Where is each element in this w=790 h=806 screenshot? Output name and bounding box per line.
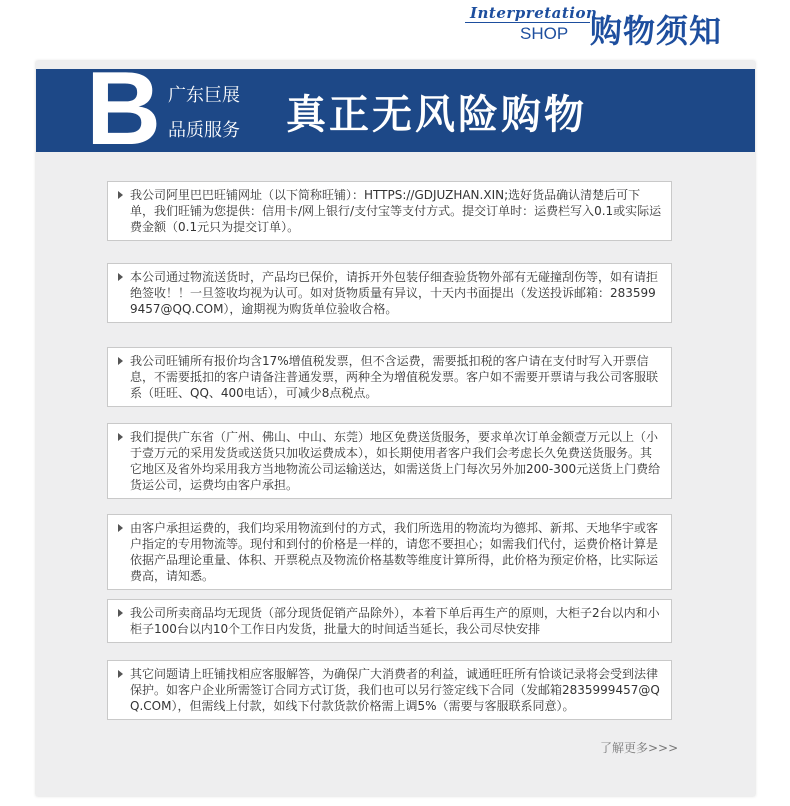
triangle-right-icon <box>118 191 123 199</box>
notice-item <box>107 181 672 241</box>
triangle-right-icon <box>118 273 123 281</box>
notice-text: 我公司所卖商品均无现货（部分现货促销产品除外），本着下单后再生产的原则，大柜子2台以内和小柜子100台以内10个工作日内发货，批量大的时间适当延长，我公司尽快安排 <box>130 606 660 636</box>
header-shop: SHOP <box>520 24 569 43</box>
notice-text: 本公司通过物流送货时，产品均已保价，请拆开外包装仔细查验货物外部有无碰撞刮伤等，如有请拒绝签收！！一旦签收均视为认可。如对货物质量有异议，十天内书面提出（发送投诉邮箱：2835999457@QQ.COM），逾期视为购货单位验收合格。 <box>130 270 659 316</box>
banner-letter-logo: B <box>86 51 162 167</box>
notice-text: 我公司阿里巴巴旺铺网址（以下简称旺铺）：HTTPS://GDJUZHAN.XIN;选好货品确认清楚后可下单，我们旺铺为您提供：信用卡/网上银行/支付宝等支付方式。提交订单时：运费栏写入0.1或实际运费金额（0.1元只为提交订单）。 <box>130 188 662 234</box>
banner <box>36 51 755 167</box>
triangle-right-icon <box>118 357 123 365</box>
triangle-right-icon <box>118 524 123 532</box>
header-interpretation: Interpretation <box>470 4 598 22</box>
banner-service: 品质服务 <box>168 120 240 141</box>
notice-item <box>107 514 672 590</box>
notice-item <box>107 347 672 407</box>
triangle-right-icon <box>118 433 123 441</box>
learn-more-link[interactable]: 了解更多>>> <box>600 741 679 755</box>
notice-text: 由客户承担运费的，我们均采用物流到付的方式，我们所选用的物流均为德邦、新邦、天地华宇或客户指定的专用物流等。现付和到付的价格是一样的，请您不要担心；如需我们代付，运费价格计算是依据产品理论重量、体积、开票税点及物流价格基数等维度计算所得，此价格为预定价格，比实际运费高，请知悉。 <box>130 521 659 583</box>
page-header <box>0 0 790 58</box>
triangle-right-icon <box>118 670 123 678</box>
notice-text: 我们提供广东省（广州、佛山、中山、东莞）地区免费送货服务，要求单次订单金额壹万元以上（小于壹万元的采用发货或送货只加收运费成本），如长期使用者客户我们会考虑长久免费送货服务。其它地区及省外均采用我方当地物流公司运输送达，如需送货上门每次另外加200-300元送货上门费给货运公司，运费均由客户承担。 <box>130 430 661 492</box>
header-underline <box>465 22 590 23</box>
notice-item <box>107 423 672 499</box>
notice-text: 其它问题请上旺铺找相应客服解答，为确保广大消费者的利益，诚通旺旺所有恰谈记录将会受到法律保护。如客户企业所需签订合同方式订货，我们也可以另行签定线下合同（发邮箱2835999457@QQ.COM），但需线上付款，如线下付款货款价格需上调5%（需要与客服联系同意）。 <box>130 667 660 713</box>
notice-item <box>107 660 672 720</box>
triangle-right-icon <box>118 609 123 617</box>
notice-item <box>107 599 672 643</box>
notice-item <box>107 263 672 323</box>
page-title: 购物须知 <box>590 12 723 50</box>
banner-slogan: 真正无风险购物 <box>286 92 587 138</box>
banner-company: 广东巨展 <box>168 85 240 106</box>
notice-text: 我公司旺铺所有报价均含17%增值税发票，但不含运费，需要抵扣税的客户请在支付时写入开票信息，不需要抵扣的客户请备注普通发票，两种全为增值税发票。客户如不需要开票请与我公司客服联系（旺旺、QQ、400电话），可减少8点税点。 <box>130 354 659 400</box>
